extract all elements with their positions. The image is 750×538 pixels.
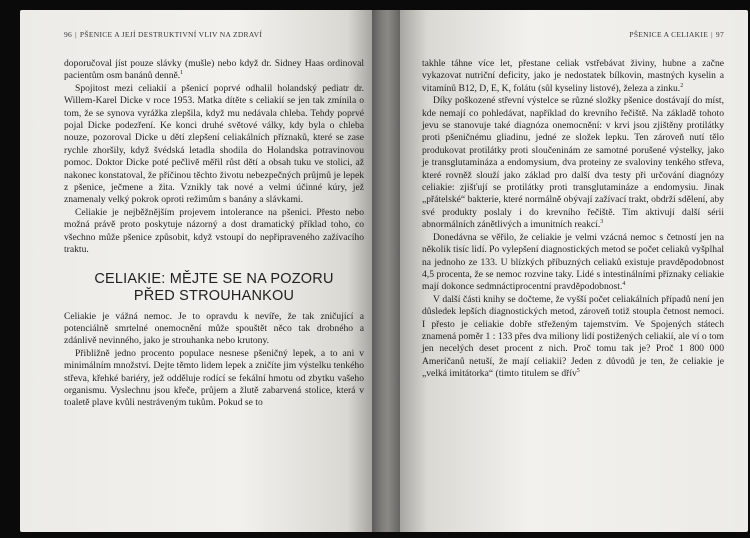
footnote-ref: 4 xyxy=(622,281,626,288)
section-heading-line1: CELIAKIE: MĚJTE SE NA POZORU xyxy=(94,270,334,287)
left-body-text-after-heading xyxy=(64,311,364,410)
paragraph: Díky poškozené střevní výstelce se různé složky pšenice dostávají do míst, kde nemají co pohledávat, například do krevního řečiště. Na základě tohoto jevu se stanovuje také diagnóza onemocnění: v krvi jsou zjištěny protilátky proti pšeničnému gliadinu, jedné ze složek lepku. Ten zároveň nutí tělo produkovat protilátky proti sloučeninám ze samotné porušené výstelky, jako je transglutamináza a endomysium, dva proteiny ze svaloviny tenkého střeva, které rovněž slouží jako základ pro další dva testy při určování diagnózy celiakie: zjišťují se protilátky proti transglutamináze a endomysiu. Jinak „přátelské“ bakterie, které normálně obývají zažívací trakt, obdrží sdělení, aby své produkty poslaly i do krevního řečiště. Tím aktivují další sérii abnormálních zánětlivých a imunitních reakcí.$^3$ xyxy=(422,95,724,231)
right-page-number: 97 xyxy=(715,30,724,39)
left-running-title: PŠENICE A JEJÍ DESTRUKTIVNÍ VLIV NA ZDRAVÍ xyxy=(79,30,263,39)
paragraph: Celiakie je vážná nemoc. Je to opravdu k nevíře, že tak zničující a potenciálně smrtelné onemocnění může spouštět něco tak drobného a zdánlivě nevinného, jako je strouhanka nebo krutony. xyxy=(64,310,364,347)
left-page xyxy=(20,10,384,532)
left-body-text xyxy=(64,58,364,257)
paragraph: Přibližně jedno procento populace nesnese pšeničný lepek, a to ani v minimálním množství. Dejte těmto lidem lepek a zničíte jim výstelku tenkého střeva, křehké bariéry, jež odděluje rodící se fekální hmotu od zbytku vašeho organismu. Vyslechnu jsou křeče, průjem a žlutě zabarvená stolice, která v toaletě plave kvůli nestráveným tukům. Pokud se to xyxy=(64,347,364,409)
right-page xyxy=(384,10,748,532)
right-body-text xyxy=(422,58,724,381)
paragraph: Donedávna se věřilo, že celiakie je velmi vzácná nemoc s četností jen na několik tisíc lidí. Po vylepšení diagnostických metod se počet celiaků vyšplhal na jednoho ze 133. U blízkých příbuzných celiaků existuje pravděpodobnost 4,5 procenta, že se nemoc rozvine taky. Lidé s intestinálními příznaky celiakie mají dokonce sedmnáctiprocentní pravděpodobnost.$^4$ xyxy=(422,231,724,293)
paragraph: takhle táhne více let, přestane celiak vstřebávat živiny, hubne a začne vykazovat nutriční deficity, jako je nedostatek bílkovin, mastných kyselin a vitamínů B12, D, E, K, folátu (sůl kyseliny listové), železa a zinku.$^2$ xyxy=(422,58,724,94)
section-heading-line2: PŘED STROUHANKOU xyxy=(133,287,295,304)
footnote-ref: 5 xyxy=(576,367,580,374)
footnote-ref: 1 xyxy=(180,70,184,77)
paragraph: doporučoval jíst pouze slávky (mušle) nebo když dr. Sidney Haas ordinoval pacientům osm banánů denně.$^1$ xyxy=(64,58,364,82)
paragraph: Spojitost mezi celiakií a pšenicí poprvé odhalil holandský pediatr dr. Willem-Karel Dicke v roce 1953. Matka dítěte s celiakií se jen tak zmínila o tom, že se synova vyrážka zlepšila, když mu nedávala chleba. Tehdy poprvé pojal Dicke podezření. Ke konci druhé světové války, kdy byla o chleba nouze, pozoroval Dicke u dětí zlepšení celiakálních příznaků, které se zase rychle zhoršily, když švédská letadla shodila do Holandska potravinovou pomoc. Doktor Dicke poté pečlivě měřil růst dětí a obsah tuku ve stolici, až nakonec konstatoval, že příčinou těchto životu nebezpečných průjmů je lepek z pšenice, ječmene a žita. Vznikly tak nové a velmi účinné kúry, jež znamenaly velký pokrok oproti režimům s banány a slávkami. xyxy=(64,82,364,206)
paragraph: Celiakie je nejběžnějším projevem intolerance na pšenici. Přesto nebo možná právě proto poskytuje názorný a dost dramatický příklad toho, co všechno může pšenice způsobit, když vstoupí do nepřipraveného zažívacího traktu. xyxy=(64,206,364,256)
right-running-head: PŠENICE A CELIAKIE | 97 xyxy=(629,30,724,39)
paragraph: V další části knihy se dočteme, že vyšší počet celiakálních případů není jen důsledek lepších diagnostických metod, zároveň totiž stoupla četnost nemoci. I přesto je celiakie dobře střeženým tajemstvím. Ve Spojených státech znamená poměr 1 : 133 přes dva miliony lidí postižených celiakií, ale ví o tom jen necelých deset procent z nich. Proč tomu tak je? Proč 1 800 000 Američanů netuší, že mají celiakii? Jeden z důvodů je ten, že celiakie je „velká imitátorka“ (timto titulem se dřív$^5$ xyxy=(422,293,724,380)
book-spread xyxy=(20,10,748,532)
footnote-ref: 3 xyxy=(600,219,604,226)
right-running-title: PŠENICE A CELIAKIE xyxy=(629,30,709,39)
section-heading xyxy=(64,271,364,305)
footnote-ref: 2 xyxy=(680,82,684,89)
left-page-number: 96 xyxy=(64,30,73,39)
left-running-head: 96 | PŠENICE A JEJÍ DESTRUKTIVNÍ VLIV NA ZDRAVÍ xyxy=(64,30,263,39)
